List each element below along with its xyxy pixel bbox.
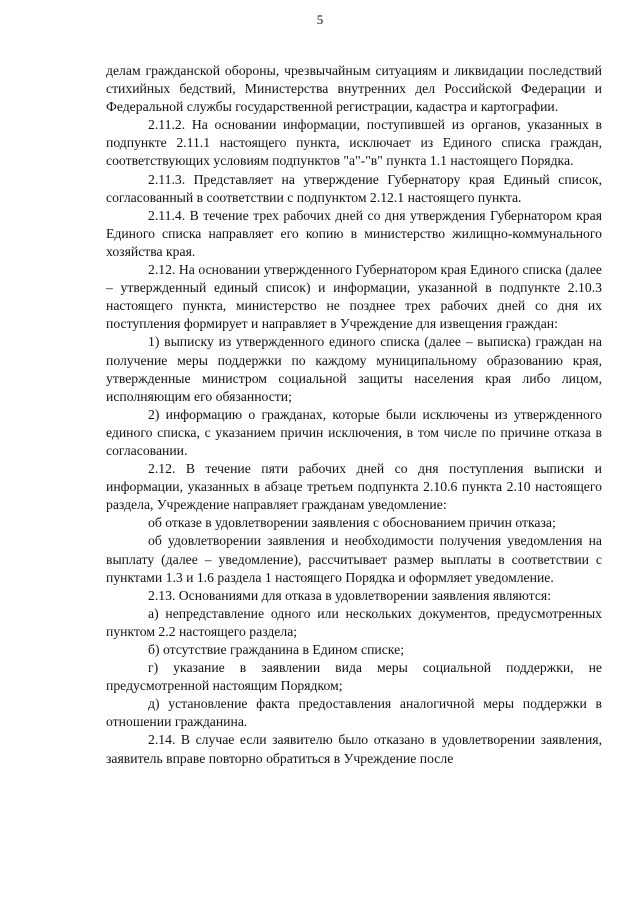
paragraph: 2.11.4. В течение трех рабочих дней со дня утверждения Губернатором края Единого списка направляет его копию в министерство жилищно-коммунального хозяйства края.	[106, 207, 602, 259]
paragraph: 1) выписку из утвержденного единого списка (далее – выписка) граждан на получение меры поддержки по каждому муниципальному образованию края, утвержденные министром социальной защиты населения края либо лицом, исполняющим его обязанности;	[106, 334, 602, 404]
paragraph: 2.11.3. Представляет на утверждение Губернатору края Единый список, согласованный в соответствии с подпунктом 2.12.1 настоящего пункта.	[106, 171, 602, 205]
paragraph: г) указание в заявлении вида меры социальной поддержки, не предусмотренной настоящим Порядком;	[106, 660, 602, 694]
paragraph: делам гражданской обороны, чрезвычайным ситуациям и ликвидации последствий стихийных бедствий, Министерства внутренних дел Российской Федерации и Федеральной службы государственной регистрации, кадастра и картографии.	[106, 63, 602, 115]
paragraph: 2.11.2. На основании информации, поступившей из органов, указанных в подпункте 2.11.1 настоящего пункта, исключает из Единого списка граждан, соответствующих условиям подпунктов "а"-"в" пункта 1.1 настоящего Порядка.	[106, 117, 602, 169]
paragraph: а) непредставление одного или нескольких документов, предусмотренных пунктом 2.2 настоящего раздела;	[106, 605, 602, 639]
paragraph: об отказе в удовлетворении заявления с обоснованием причин отказа;	[148, 515, 556, 531]
paragraph: б) отсутствие гражданина в Едином списке;	[148, 642, 404, 657]
paragraph: 2.12. На основании утвержденного Губернатором края Единого списка (далее – утвержденный единый список) и информации, указанной в подпункте 2.10.3 настоящего пункта, министерство не позднее трех рабочих дней со дня их поступления формирует и направляет в Учреждение для извещения граждан:	[106, 262, 602, 332]
paragraph: об удовлетворении заявления и необходимости получения уведомления на выплату (далее – уведомление), рассчитывает размер выплаты в соответствии с пунктами 1.3 и 1.6 раздела 1 настоящего Порядка и оформляет уведомление.	[106, 533, 602, 585]
paragraph: 2) информацию о гражданах, которые были исключены из утвержденного единого списка, с указанием причин исключения, в том числе по причине отказа в согласовании.	[106, 406, 602, 458]
document-body	[106, 62, 602, 768]
paragraph: 2.13. Основаниями для отказа в удовлетворении заявления являются:	[148, 587, 551, 603]
paragraph: 2.14. В случае если заявителю было отказано в удовлетворении заявления, заявитель вправе повторно обратиться в Учреждение после	[106, 732, 602, 766]
paragraph: 2.12. В течение пяти рабочих дней со дня поступления выписки и информации, указанных в абзаце третьем подпункта 2.10.6 пункта 2.10 настоящего раздела, Учреждение направляет гражданам уведомление:	[106, 461, 602, 513]
page-number: 5	[316, 12, 324, 27]
paragraph: д) установление факта предоставления аналогичной меры поддержки в отношении гражданина.	[106, 696, 602, 730]
